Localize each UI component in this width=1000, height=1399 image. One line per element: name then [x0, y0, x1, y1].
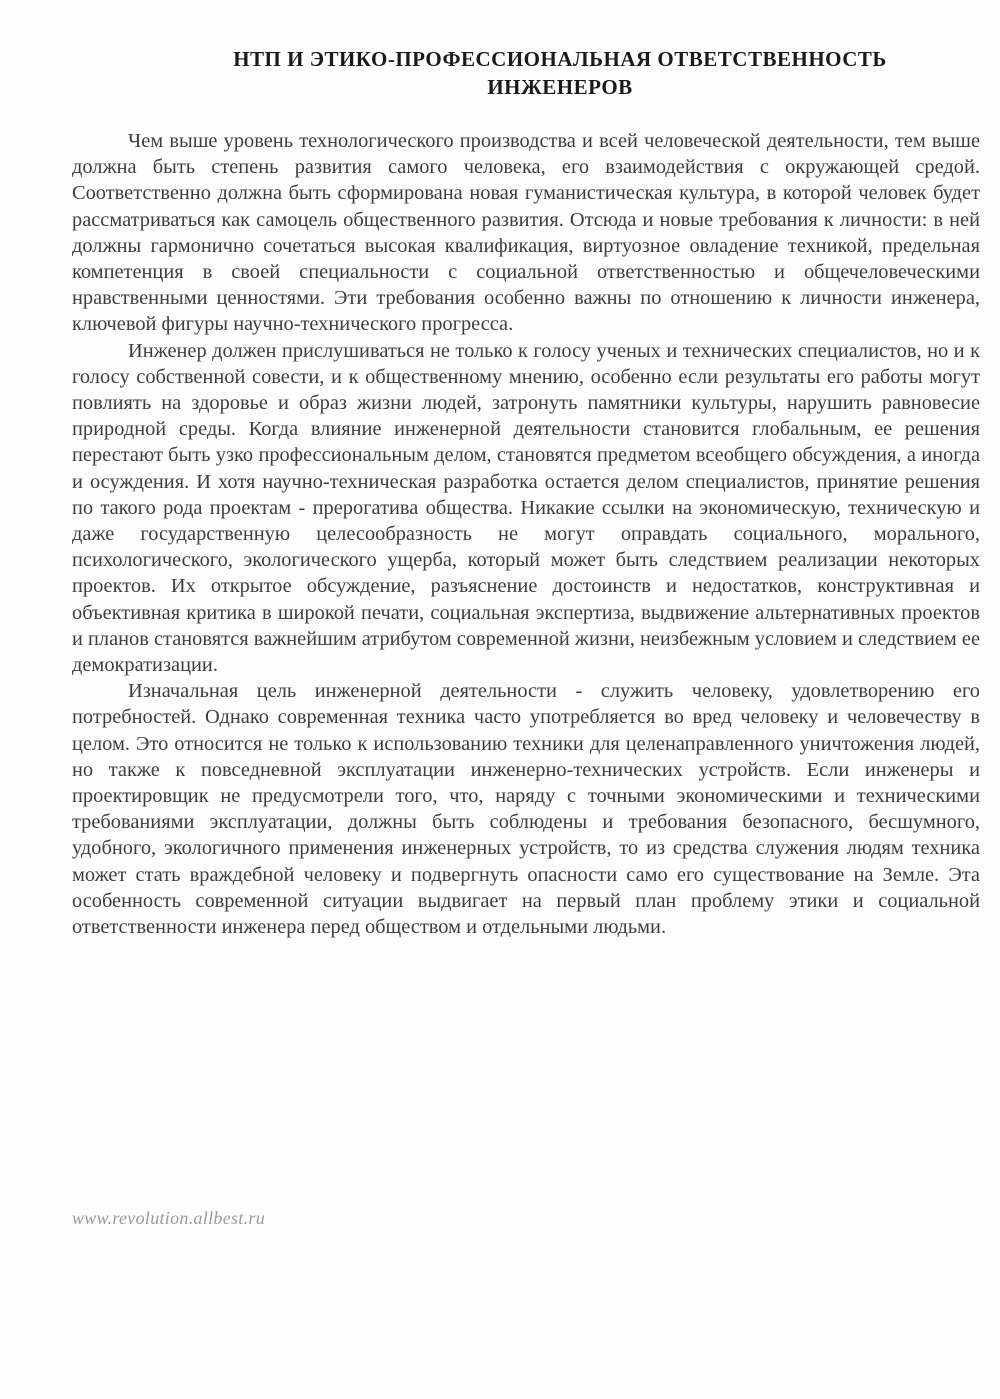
title-line-1: НТП И ЭТИКО-ПРОФЕССИОНАЛЬНАЯ ОТВЕТСТВЕННОСТЬ	[233, 47, 887, 71]
paragraph-3: Изначальная цель инженерной деятельности - служить человеку, удовлетворению его потребностей. Однако современная техника часто употребляется во вред человеку и человечеству в целом. Это относится не только к использованию техники для целенаправленного уничтожения людей, но также к повседневной эксплуатации инженерно-технических устройств. Если инженеры и проектировщик не предусмотрели того, что, наряду с точными экономическими и техническими требованиями эксплуатации, должны быть соблюдены и требования безопасного, бесшумного, удобного, экологичного применения инженерных устройств, то из средства служения людям техника может стать враждебной человеку и подвергнуть опасности само его существование на Земле. Эта особенность современной ситуации выдвигает на первый план проблему этики и социальной ответственности инженера перед обществом и отдельными людьми.	[72, 680, 980, 939]
paragraph-2: Инженер должен прислушиваться не только к голосу ученых и технических специалистов, но и к голосу собственной совести, и к общественному мнению, особенно если результаты его работы могут повлиять на здоровье и образ жизни людей, затронуть памятники культуры, нарушить равновесие природной среды. Когда влияние инженерной деятельности становится глобальным, ее решения перестают быть узко профессиональным делом, становятся предметом всеобщего обсуждения, а иногда и осуждения. И хотя научно-техническая разработка остается делом специалистов, принятие решения по такого рода проектам - прерогатива общества. Никакие ссылки на экономическую, техническую и даже государственную целесообразность не могут оправдать социального, морального, психологического, экологического ущерба, который может быть следствием реализации некоторых проектов. Их открытое обсуждение, разъяснение достоинств и недостатков, конструктивная и объективная критика в широкой печати, социальная экспертиза, выдвижение альтернативных проектов и планов становятся важнейшим атрибутом современной жизни, неизбежным условием и следствием ее демократизации.	[72, 339, 981, 677]
paragraph-1: Чем выше уровень технологического производства и всей человеческой деятельности, тем выше должна быть степень развития самого человека, его взаимодействия с окружающей средой. Соответственно должна быть сформирована новая гуманистическая культура, в которой человек будет рассматриваться как самоцель общественного развития. Отсюда и новые требования к личности: в ней должны гармонично сочетаться высокая квалификация, виртуозное овладение техникой, предельная компетенция в своей специальности с социальной ответственностью и общечеловеческими нравственными ценностями. Эти требования особенно важны по отношению к личности инженера, ключевой фигуры научно-технического прогресса.	[72, 130, 980, 336]
title-line-2: ИНЖЕНЕРОВ	[487, 75, 633, 99]
body-text	[72, 128, 980, 940]
footer-url-watermark: www.revolution.allbest.ru	[72, 1208, 266, 1228]
page-title	[150, 44, 970, 102]
